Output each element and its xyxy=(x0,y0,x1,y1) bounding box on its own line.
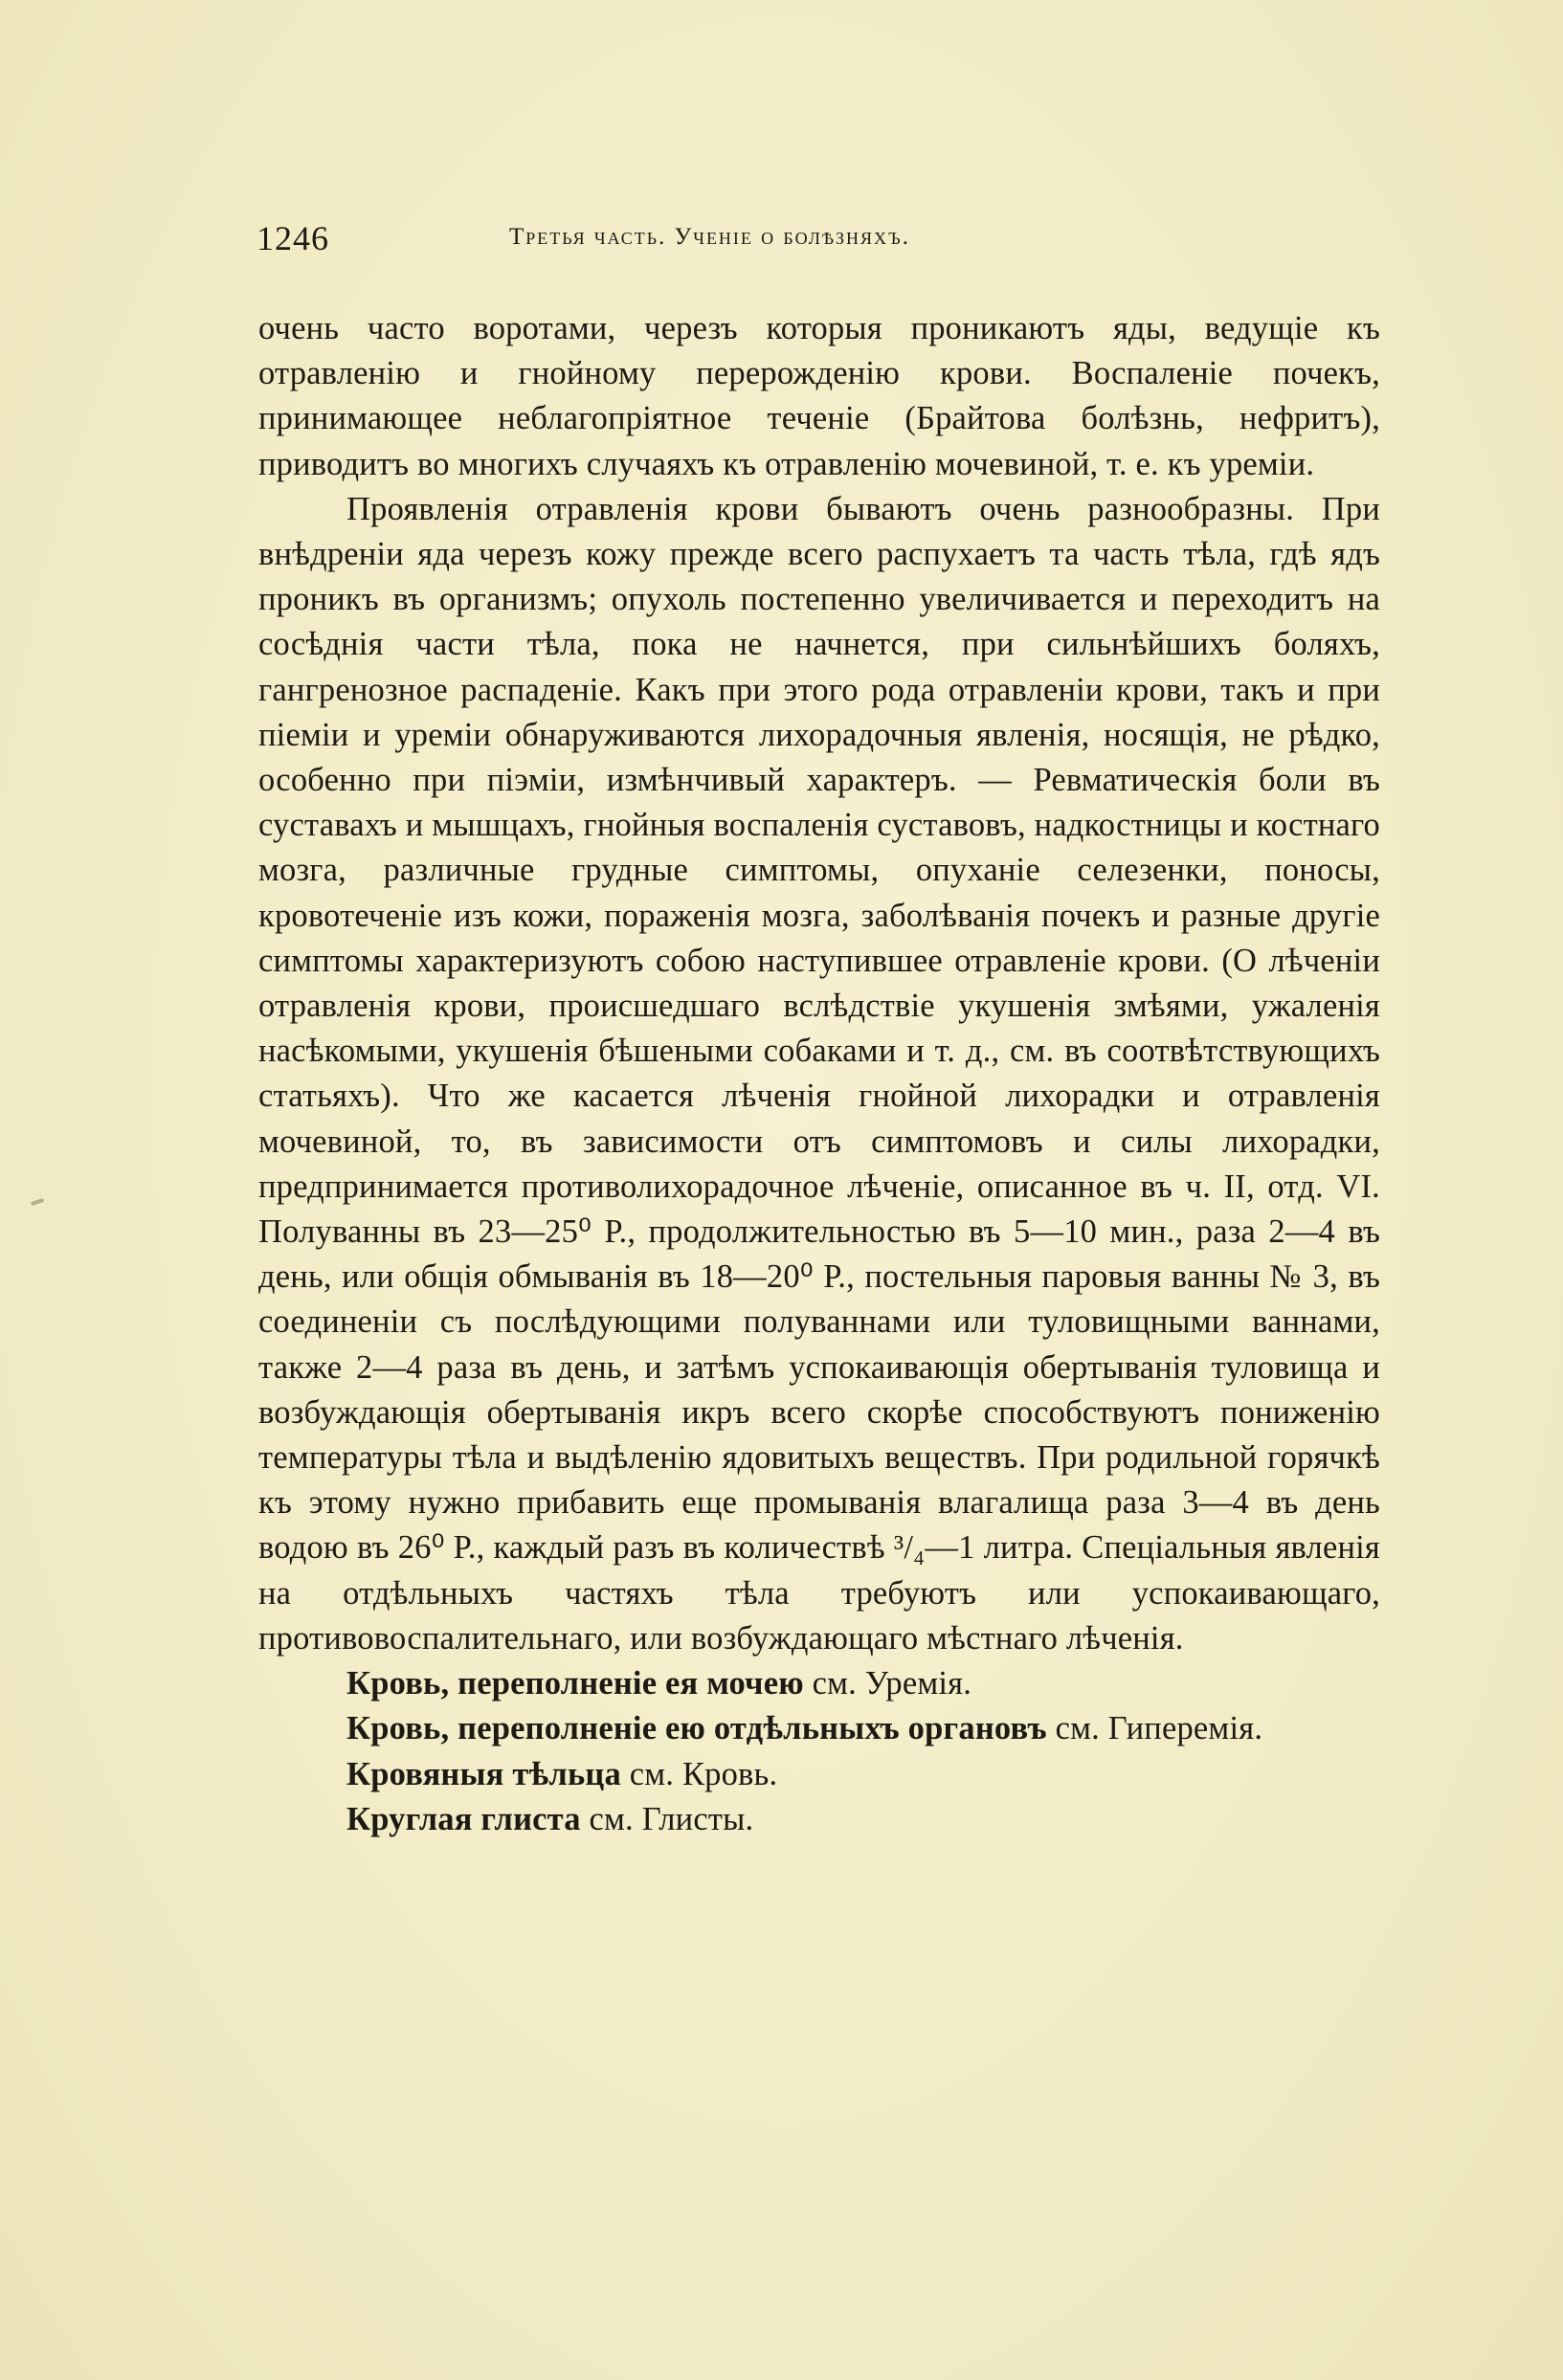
entry-term: Кровь, переполненіе ея мочею xyxy=(346,1665,804,1702)
dictionary-entry xyxy=(258,1797,1380,1842)
entry-reference: см. Глисты. xyxy=(580,1800,754,1837)
page-number: 1246 xyxy=(257,219,329,257)
entry-term: Круглая глиста xyxy=(346,1800,581,1837)
entry-reference: см. Уремія. xyxy=(803,1665,972,1702)
dictionary-entry xyxy=(258,1752,1380,1797)
entry-reference: см. Гиперемія. xyxy=(1046,1710,1263,1747)
page-header xyxy=(257,218,1381,266)
paragraph-continued: очень часто воротами, черезъ которыя проникаютъ яды, ведущіе къ отравленію и гнойному перерожденію крови. Воспаленіе почекъ, принимающее неблагопріятное теченіе (Брайтова болѣзнь, нефритъ), приводитъ во многихъ случаяхъ къ отравленію мочевиной, т. е. къ уреміи. xyxy=(258,310,1380,482)
paragraph-blood-poisoning: Проявленія отравленія крови бываютъ очень разнообразны. При внѣдреніи яда черезъ кожу прежде всего распухаетъ та часть тѣла, гдѣ ядъ проникъ въ организмъ; опухоль постепенно увеличивается и переходитъ на сосѣднія части тѣла, пока не начнется, при сильнѣйшихъ боляхъ, гангренозное распаденіе. Какъ при этого рода отравленіи крови, такъ и при піеміи и уреміи обнаруживаются лихорадочныя явленія, носящія, не рѣдко, особенно при піэміи, измѣнчивый характеръ. — Ревматическія боли въ суставахъ и мышцахъ, гнойныя воспаленія суставовъ, надкостницы и костнаго мозга, различные грудные симптомы, опуханіе селезенки, поносы, кровотеченіе изъ кожи, пораженія мозга, заболѣванія почекъ и разные другіе симптомы характеризуютъ собою наступившее отравленіе крови. (О лѣченіи отравленія крови, происшедшаго вслѣдствіе укушенія змѣями, ужаленія насѣкомыми, укушенія бѣшеными собаками и т. д., см. въ соотвѣтствующихъ статьяхъ). Что же касается лѣченія гнойной лихорадки и отравленія мочевиной, то, въ зависимости отъ симптомовъ и силы лихорадки, предпринимается противолихорадочное лѣченіе, описанное въ ч. II, отд. VI. Полуванны въ 23—25⁰ Р., продолжительностью въ 5—10 мин., раза 2—4 въ день, или общія обмыванія въ 18—20⁰ Р., постельныя паровыя ванны № 3, въ соединеніи съ послѣдующими полуваннами или туловищными ваннами, также 2—4 раза въ день, и затѣмъ успокаивающія обертыванія туловища и возбуждающія обертыванія икръ всего скорѣе способствуютъ пониженію температуры тѣла и выдѣленію ядовитыхъ веществъ. При родильной горячкѣ къ этому нужно прибавить еще промыванія влагалища раза 3—4 въ день водою въ 26⁰ Р., каждый разъ въ количествѣ ³/₄—1 литра. Спеціальныя явленія на отдѣльныхъ частяхъ тѣла требуютъ или успокаивающаго, противовоспалительнаго, или возбуждающаго мѣстнаго лѣченія. xyxy=(258,490,1380,1657)
entry-reference: см. Кровь. xyxy=(620,1755,778,1792)
running-title: Третья часть. Ученіе о болѣзняхъ. xyxy=(509,224,911,250)
dictionary-entry xyxy=(258,1706,1380,1751)
entry-term: Кровь, переполненіе ею отдѣльныхъ органовъ xyxy=(346,1710,1047,1747)
margin-mark xyxy=(31,1198,45,1206)
body-text xyxy=(258,306,1380,1842)
entry-term: Кровяныя тѣльца xyxy=(346,1755,621,1792)
dictionary-entry xyxy=(258,1661,1380,1706)
